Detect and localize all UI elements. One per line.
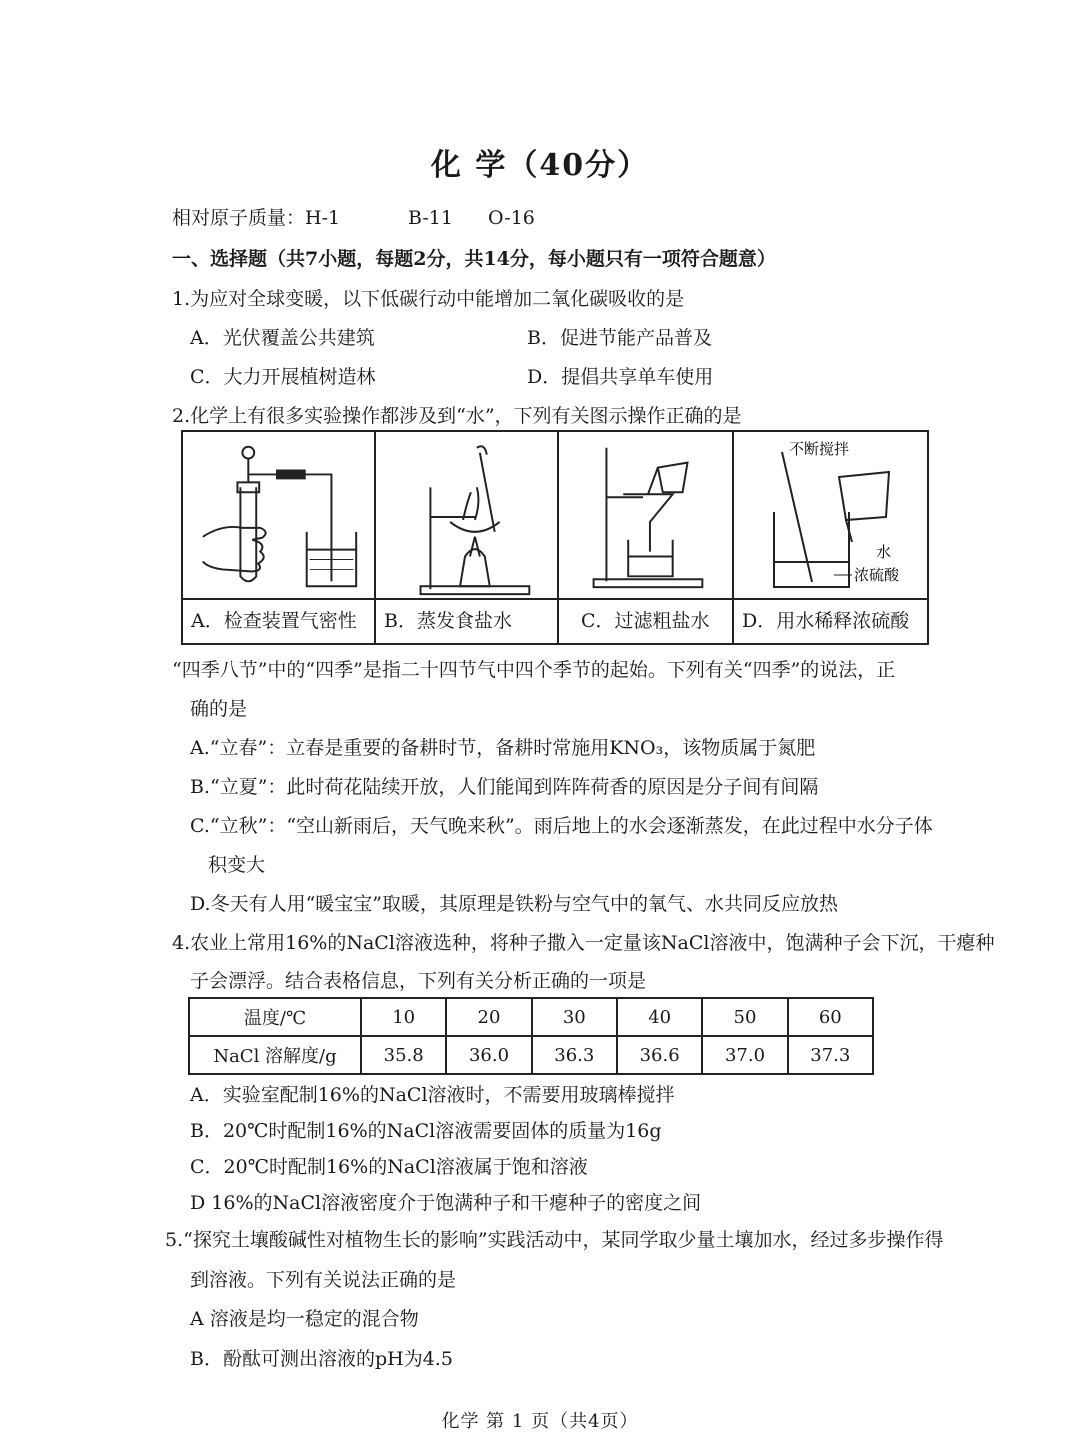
q4-option-d: D 16%的NaCl溶液密度介于饱满种子和干瘪种子的密度之间 [190, 1192, 702, 1214]
airtightness-apparatus-image [183, 432, 374, 600]
q2-caption-d: D．用水稀释浓硫酸 [734, 598, 927, 643]
page-title: 化 学（40分） [430, 148, 650, 183]
q2-figure-c [559, 432, 734, 643]
table-row [189, 1036, 873, 1074]
table-cell: 37.0 [702, 1036, 787, 1074]
table-cell: 40 [617, 998, 702, 1036]
q2-figure-a [183, 432, 376, 643]
atomic-mass-h: 相对原子质量：H-1 [172, 207, 341, 229]
q4-option-a: A．实验室配制16%的NaCl溶液时，不需要用玻璃棒搅拌 [190, 1084, 675, 1106]
q3-option-c-line2: 积变大 [208, 854, 266, 876]
q5-stem-line1: 5.“探究土壤酸碱性对植物生长的影响”实践活动中，某同学取少量土壤加水，经过多步操作得 [165, 1229, 944, 1251]
q3-option-c-line1: C.“立秋”：“空山新雨后，天气晚来秋”。雨后地上的水会逐渐蒸发，在此过程中水分子体 [190, 815, 933, 837]
q3-option-d: D.冬天有人用“暖宝宝”取暖，其原理是铁粉与空气中的氧气、水共同反应放热 [190, 893, 839, 915]
q1-stem: 1.为应对全球变暖，以下低碳行动中能增加二氧化碳吸收的是 [172, 288, 685, 310]
q1-option-d: D．提倡共享单车使用 [527, 366, 714, 388]
q5-option-a: A 溶液是均一稳定的混合物 [190, 1308, 419, 1330]
q4-option-c: C．20℃时配制16%的NaCl溶液属于饱和溶液 [190, 1156, 588, 1178]
q2-figure-d [734, 432, 927, 643]
table-cell: 36.6 [617, 1036, 702, 1074]
table-cell: 20 [446, 998, 531, 1036]
q3-stem-line2: 确的是 [190, 698, 248, 720]
filtration-apparatus-image [559, 432, 732, 600]
q3-stem-line1: “四季八节”中的“四季”是指二十四节气中四个季节的起始。下列有关“四季”的说法，正 [172, 659, 896, 681]
q4-option-b: B．20℃时配制16%的NaCl溶液需要固体的质量为16g [190, 1120, 662, 1142]
atomic-mass-b: B-11 [408, 207, 453, 229]
table-cell: 60 [788, 998, 873, 1036]
q2-caption-b: B．蒸发食盐水 [376, 598, 557, 643]
table-cell: 36.0 [446, 1036, 531, 1074]
q1-option-b: B．促进节能产品普及 [527, 327, 712, 349]
table-cell: 35.8 [361, 1036, 446, 1074]
q2-caption-c: C．过滤粗盐水 [559, 598, 732, 643]
q5-option-b: B．酚酞可测出溶液的pH为4.5 [190, 1348, 453, 1370]
table-head-solubility: NaCl 溶解度/g [189, 1036, 361, 1074]
q4-stem-line2: 子会漂浮。结合表格信息，下列有关分析正确的一项是 [190, 970, 647, 992]
table-cell: 10 [361, 998, 446, 1036]
table-cell: 30 [532, 998, 617, 1036]
section-heading: 一、选择题（共7小题，每题2分，共14分，每小题只有一项符合题意） [172, 248, 776, 270]
table-cell: 36.3 [532, 1036, 617, 1074]
solubility-table [188, 997, 874, 1075]
q1-option-a: A．光伏覆盖公共建筑 [190, 327, 375, 349]
atomic-mass-o: O-16 [488, 207, 535, 229]
q1-option-c: C．大力开展植树造林 [190, 366, 376, 388]
table-cell: 50 [702, 998, 787, 1036]
label-conc-acid: 浓硫酸 [854, 566, 900, 584]
q4-stem-line1: 4.农业上常用16%的NaCl溶液选种，将种子撒入一定量该NaCl溶液中，饱满种子会下沉，干瘪种 [172, 932, 995, 954]
q2-caption-a: A．检查装置气密性 [183, 598, 374, 643]
q3-option-b: B.“立夏”：此时荷花陆续开放，人们能闻到阵阵荷香的原因是分子间有间隔 [190, 776, 819, 798]
table-row [189, 998, 873, 1036]
q2-figure-b [376, 432, 559, 643]
q2-stem: 2.化学上有很多实验操作都涉及到“水”，下列有关图示操作正确的是 [172, 405, 742, 427]
atomic-mass-line [172, 203, 535, 230]
evaporation-apparatus-image [376, 432, 557, 600]
q5-stem-line2: 到溶液。下列有关说法正确的是 [190, 1269, 457, 1291]
q3-option-a: A.“立春”：立春是重要的备耕时节，备耕时常施用KNO₃，该物质属于氮肥 [190, 737, 816, 759]
label-stir: 不断搅拌 [789, 440, 850, 458]
table-cell: 37.3 [788, 1036, 873, 1074]
dilution-apparatus-image [734, 432, 927, 600]
page-footer: 化学 第 1 页（共4页） [441, 1411, 639, 1432]
label-water: 水 [876, 543, 892, 561]
q2-figure-table [181, 430, 929, 645]
table-head-temp: 温度/℃ [189, 998, 361, 1036]
